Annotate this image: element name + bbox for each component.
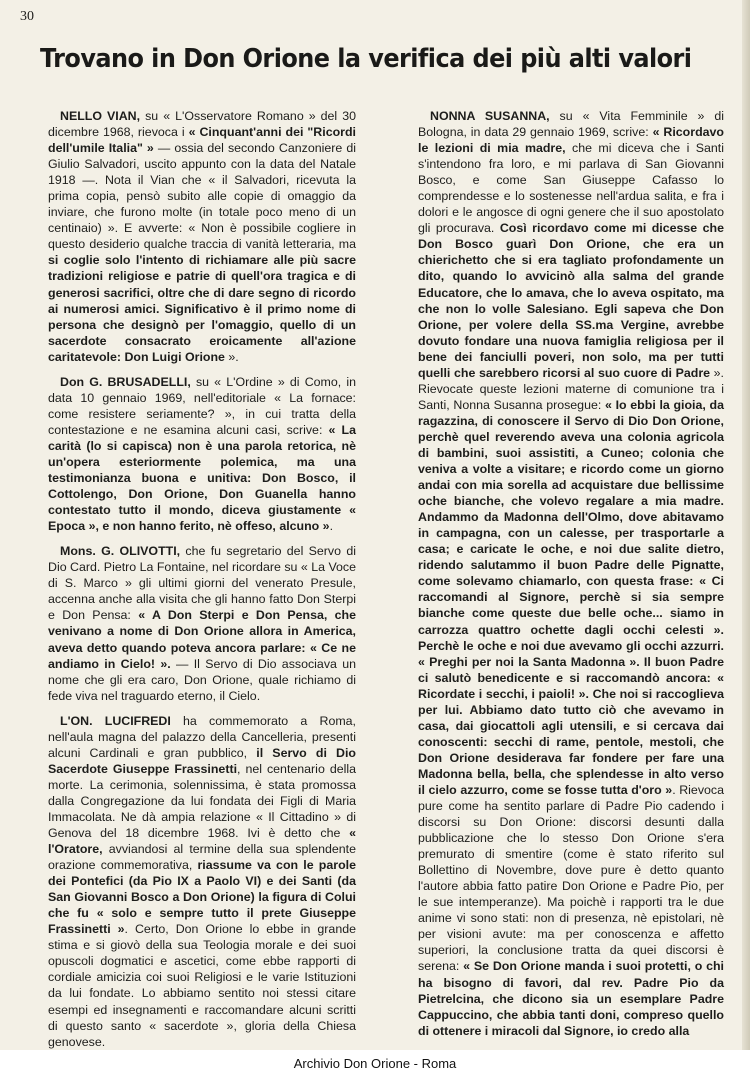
paragraph-text: ». Rievocate queste lezioni materne di comunione tra i Santi, Nonna Susanna prosegue: (418, 365, 725, 412)
paragraph-text: — ossia del secondo Canzoniere di Giulio Salvadori, uscito appunto con la data del Natale 1918 —. Nota il Vian che « il Salvadori, ricevuta la prima copia, pensò subito alle copie di omaggio da inviare, che furono molte (in totale poco meno di un centinaio) ». E avverte: « Non è possibile cogliere in questo desiderio qualche traccia di vanità letteraria, ma (48, 141, 356, 252)
archive-footer: Archivio Don Orione - Roma (0, 1050, 750, 1077)
paragraph-text: ha commemorato a Roma, nell'aula magna del palazzo della Cancelleria, presenti alcuni Cardinali e gran pubblico, (48, 713, 356, 760)
paragraph-text: avviandosi al termine della sua splendente orazione commemorativa, (48, 842, 356, 873)
article-paragraph (48, 543, 356, 703)
left-column (48, 108, 356, 1059)
bold-quote: riassume va con le parole dei Pontefici (da Pio IX a Paolo VI) e dei Santi (da San Giovanni Bosco a Don Orione) la figura di Colui che fu « solo e sempre tutto il prete Giuseppe Frassinetti » (48, 858, 356, 937)
bold-quote: « Ricordavo le lezioni di mia madre, (418, 125, 724, 156)
paragraph-lead: Don G. BRUSADELLI, (60, 374, 191, 389)
bold-quote: Così ricordavo come mi dicesse che Don Bosco guarì Don Orione, che era un chierichetto che si era tagliato profondamente un dito, quando lo avvicinò alla salma del grande Educatore, che lo amava, che lo aveva ospitato, ma che non lo volle Salesiano. Egli sapeva che Don Orione, per volere della SS.ma Vergine, avrebbe dovuto fondare una nuova famiglia religiosa per il bene dei fanciulli poveri, non solo, ma per tutti quelli che sarebbero ricorsi al suo cuore di Padre (418, 221, 724, 380)
paragraph-text: su « L'Ordine » di Como, in data 10 gennaio 1969, nell'editoriale « La fornace: come resistere seriamente? », in cui tratta della contestazione e ne esamina alcuni casi, scrive: (48, 374, 356, 437)
bold-quote: « A Don Sterpi e Don Pensa, che venivano a nome di Don Orione allora in America, aveva detto quando poteva ancora parlare: « Ce ne andiamo in Cielo! ». (48, 608, 356, 671)
bold-quote: il Servo di Dio Sacerdote Giuseppe Frassinetti (48, 745, 356, 776)
paragraph-lead: L'ON. LUCIFREDI (60, 713, 171, 728)
page-edge-shadow (742, 0, 750, 1077)
bold-quote: « Io ebbi la gioia, da ragazzina, di conoscere il Servo di Dio Don Orione, perchè quel reverendo aveva una colonia agricola di bambini, suoi assistiti, a Cuneo; colonia che veniva a volte a visitare; e ricordo come un giorno andai con mia sorella ad acquistare due bellissime oche bianche, che volevo regalare a mia madre. Andammo da Madonna dell'Olmo, dove abitavamo in campagna, con un calesse, per trasportarle a casa; e caricate le oche, e noi due salite dietro, ridendo salutammo il buon Padre delle Pignatte, come solevamo chiamarlo, con questa frase: « Ci raccomandi al Signore, perchè si sia sempre bianche come queste due belle oche... siamo in carrozza quattro ochette dagli occhi celesti ». Perchè le oche e noi due avevamo gli occhi azzurri. « Preghi per noi la Santa Madonna ». Il buon Padre ci salutò benedicente e si raccomandò ancora: « Ricordate i secchi, i paioli! ». Che noi si raccoglieva per lui. Abbiamo dato tutto ciò che avevamo in casa, dai giocattoli agli utensili, e si cercava dai conoscenti: secchi di rame, pentole, mestoli, che Don Orione desiderava far fondere per fare una Madonna bella, bella, che splendesse in alto verso il cielo azzurro, come se fosse tutta d'oro » (418, 397, 724, 797)
paragraph-text: su « Vita Femminile » di Bologna, in data 29 gennaio 1969, scrive: (418, 109, 724, 140)
bold-quote: « Cinquant'anni dei "Ricordi dell'umile Italia" » (48, 125, 356, 156)
paragraph-text: che fu segretario del Servo di Dio Card. Pietro La Fontaine, nel ricordare su « La Voce di S. Marco » gli ultimi giorni del venerato Presule, accenna anche alla visita che gli hanno fatto Don Sterpi e Don Pensa: (48, 544, 356, 623)
paragraph-lead: NELLO VIAN, (60, 109, 141, 123)
paragraph-text: su « L'Osservatore Romano » del 30 dicembre 1968, rievoca i (48, 109, 356, 140)
bold-quote: si coglie solo l'intento di richiamare alle più sacre tradizioni religiose e patrie di quell'ora tragica e di generosi sacrifici, oltre che di dare segno di ricordo ai numerosi amici. Significativo è il primo nome di persona che designò per l'omaggio, quello di un sacerdote consacrato eroicamente all'azione caritatevole: Don Luigi Orione (48, 253, 356, 364)
article-paragraph (48, 108, 356, 365)
paragraph-lead: NONNA SUSANNA, (430, 109, 550, 123)
paragraph-text: . Rievoca pure come ha sentito parlare di Padre Pio cadendo i discorsi su Don Orione: discorsi desunti dalla pubblicazione che lo stesso Don Orione s'era premurato di smentire (come è stato riferito sul Bollettino di Novembre, dove pure è detto quanto l'autore abbia fatto patire Don Orione e Padre Pio, per le sue intemperanze). Ma poichè i rapporti tra le due anime vi sono stati: non di presenza, nè epistolari, nè per visioni avute: ma per conoscenza e affetto superiori, la conclusione tratta da quei discorsi è serena: (418, 782, 724, 974)
right-column (418, 108, 724, 1048)
paragraph-text: ». (224, 349, 239, 364)
article-paragraph (418, 108, 724, 1039)
paragraph-lead: Mons. G. OLIVOTTI, (60, 544, 181, 559)
paragraph-text: . Certo, Don Orione lo ebbe in grande stima e si giovò della sua Teologia morale e dei suoi opuscoli dogmatici e ascetici, come ebbe rapporti di cordiale amicizia coi suoi Religiosi e le varie Istituzioni da lui fondate. Lo abbiamo sentito noi stessi citare esempi ed insegnamenti e raccomandare alcuni scritti di questo santo « sacerdote », gloria della Chiesa genovese. (48, 922, 356, 1049)
paragraph-text: . (329, 519, 334, 534)
article-paragraph (48, 374, 356, 534)
paragraph-text: — Il Servo di Dio associava un nome che gli era caro, Don Orione, quale richiamo di fede viva nel traguardo eterno, il Cielo. (48, 656, 357, 703)
paragraph-text: , nel centenario della morte. La cerimonia, solennissima, è stata promossa dalla Congregazione da lui fondata dei Figli di Maria Immacolata. Ne dà ampia relazione « Il Cittadino » di Genova del 18 dicembre 1968. Ivi è detto che (48, 761, 356, 841)
article-paragraph (48, 713, 356, 1050)
bold-quote: « Se Don Orione manda i suoi protetti, o chi ha bisogno di favori, dal rev. Padre Pio da Pietrelcina, che dicono sia un esemplare Padre Cappuccino, che abbia tanti doni, compreso quello di ottenere i miracoli dal Signore, io credo alla (418, 959, 724, 1038)
paragraph-text: che mi diceva che i Santi s'intendono fra loro, e mi parlava di San Giovanni Bosco, e come San Giuseppe Cafasso lo comprendesse e lo sostenesse nell'ardua salita, e fra i dolori e le angosce di ogni genere che il suo apostolato gli procurava. (418, 141, 724, 236)
article-headline: Trovano in Don Orione la verifica dei più alti valori (40, 44, 692, 74)
bold-quote: « La carità (lo si capisca) non è una parola retorica, nè un'opera esteriormente polemica, ma una testimonianza buona e unitiva: Don Bosco, il Cottolengo, Don Orione, Don Guanella hanno contestato tutto il mondo, diceva giustamente « Epoca », e non hanno ferito, nè offeso, alcuno » (48, 422, 356, 534)
bold-quote: « l'Oratore, (48, 826, 356, 857)
page-number: 30 (20, 9, 34, 24)
